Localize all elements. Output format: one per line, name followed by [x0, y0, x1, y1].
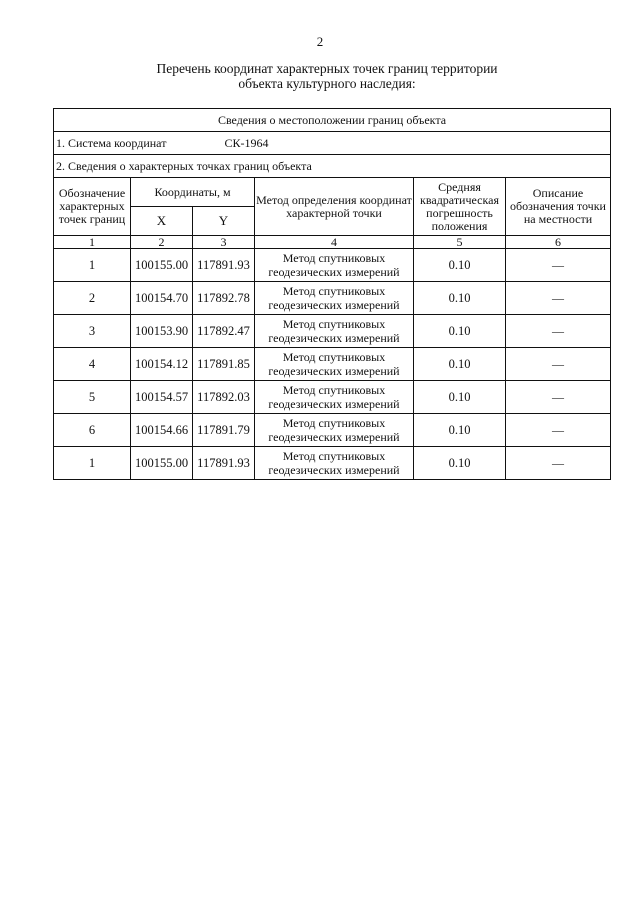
column-number-row — [54, 236, 611, 249]
column-number: 6 — [506, 236, 611, 249]
coordinate-x: 100154.57 — [131, 381, 193, 414]
point-designation: 3 — [54, 315, 131, 348]
document-title — [0, 61, 640, 91]
header-error: Средняя квадратическая погрешность положения — [414, 178, 506, 236]
header-method: Метод определения координат характерной точки — [255, 178, 414, 236]
point-description: — — [506, 348, 611, 381]
point-designation: 6 — [54, 414, 131, 447]
coord-system-cell — [54, 132, 611, 155]
header-y: Y — [193, 207, 255, 236]
coordinate-y: 117891.93 — [193, 447, 255, 480]
table-row — [54, 348, 611, 381]
document-title-line-1: Перечень координат характерных точек границ территории — [156, 61, 498, 76]
section-header-row — [54, 109, 611, 132]
coord-system-row — [54, 132, 611, 155]
method-cell: Метод спутниковых геодезических измерений — [255, 282, 414, 315]
point-description: — — [506, 414, 611, 447]
method-cell: Метод спутниковых геодезических измерений — [255, 315, 414, 348]
coordinates-table — [53, 108, 611, 480]
column-number: 1 — [54, 236, 131, 249]
section-header: Сведения о местоположении границ объекта — [54, 109, 611, 132]
method-cell: Метод спутниковых геодезических измерений — [255, 381, 414, 414]
header-coordinates: Координаты, м — [131, 178, 255, 207]
coord-system-label: 1. Система координат — [56, 135, 167, 150]
column-number: 3 — [193, 236, 255, 249]
point-designation: 1 — [54, 447, 131, 480]
header-description: Описание обозначения точки на местности — [506, 178, 611, 236]
error-value: 0.10 — [414, 315, 506, 348]
point-designation: 5 — [54, 381, 131, 414]
coordinate-x: 100154.12 — [131, 348, 193, 381]
coord-system-value: СК-1964 — [224, 135, 269, 150]
header-x: X — [131, 207, 193, 236]
point-designation: 2 — [54, 282, 131, 315]
method-cell: Метод спутниковых геодезических измерений — [255, 414, 414, 447]
coordinate-x: 100155.00 — [131, 249, 193, 282]
coordinate-x: 100155.00 — [131, 447, 193, 480]
method-cell: Метод спутниковых геодезических измерений — [255, 348, 414, 381]
table-row — [54, 249, 611, 282]
coordinate-y: 117892.78 — [193, 282, 255, 315]
coordinate-y: 117892.47 — [193, 315, 255, 348]
table-row — [54, 381, 611, 414]
points-section-row — [54, 155, 611, 178]
point-description: — — [506, 381, 611, 414]
error-value: 0.10 — [414, 282, 506, 315]
column-number: 4 — [255, 236, 414, 249]
points-section-label: 2. Сведения о характерных точках границ объекта — [54, 155, 611, 178]
header-row-1 — [54, 178, 611, 207]
error-value: 0.10 — [414, 447, 506, 480]
table-row — [54, 282, 611, 315]
error-value: 0.10 — [414, 249, 506, 282]
error-value: 0.10 — [414, 348, 506, 381]
point-description: — — [506, 249, 611, 282]
point-description: — — [506, 447, 611, 480]
column-number: 5 — [414, 236, 506, 249]
coordinate-x: 100153.90 — [131, 315, 193, 348]
method-cell: Метод спутниковых геодезических измерений — [255, 249, 414, 282]
column-number: 2 — [131, 236, 193, 249]
table-row — [54, 315, 611, 348]
table-row — [54, 447, 611, 480]
point-designation: 4 — [54, 348, 131, 381]
point-designation: 1 — [54, 249, 131, 282]
table-row — [54, 414, 611, 447]
method-cell: Метод спутниковых геодезических измерений — [255, 447, 414, 480]
document-title-line-2: объекта культурного наследия: — [238, 76, 416, 91]
error-value: 0.10 — [414, 381, 506, 414]
coordinate-x: 100154.66 — [131, 414, 193, 447]
coordinate-x: 100154.70 — [131, 282, 193, 315]
coordinate-y: 117891.79 — [193, 414, 255, 447]
coordinate-y: 117891.93 — [193, 249, 255, 282]
coordinate-y: 117891.85 — [193, 348, 255, 381]
error-value: 0.10 — [414, 414, 506, 447]
header-designation: Обозначение характерных точек границ — [54, 178, 131, 236]
point-description: — — [506, 282, 611, 315]
point-description: — — [506, 315, 611, 348]
page-number: 2 — [316, 34, 324, 49]
coordinate-y: 117892.03 — [193, 381, 255, 414]
